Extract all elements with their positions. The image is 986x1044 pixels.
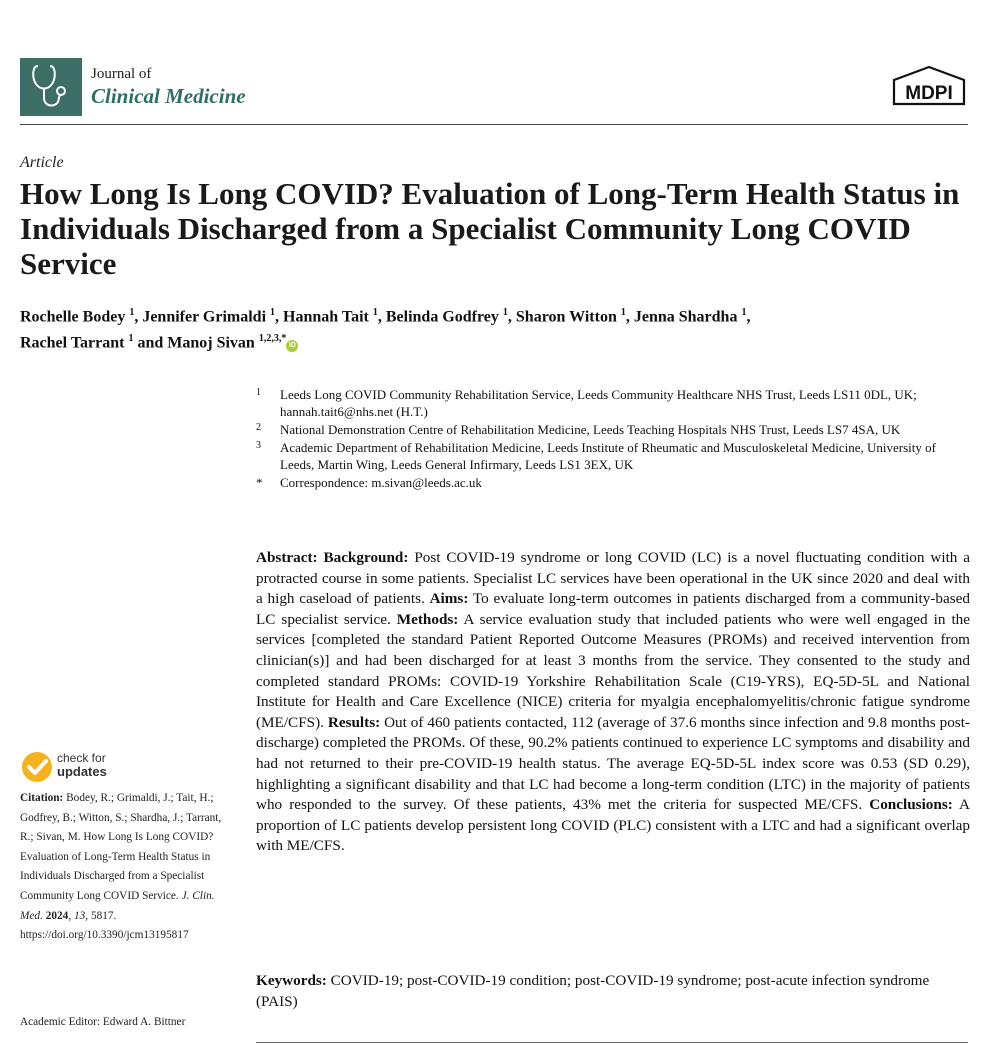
results-label: Results: xyxy=(327,713,381,731)
background-text: Post COVID-19 syndrome or long COVID (LC) is a novel fluctuating condition with a protracted course in some patients. Specialist LC services have been operational in the UK since 2020 and deal with a high caseload of patients. xyxy=(256,549,971,608)
keywords xyxy=(256,971,970,1012)
author-affil: 1 xyxy=(502,307,508,318)
header-divider xyxy=(20,124,968,125)
author-name: Hannah Tait xyxy=(283,308,369,326)
article-type: Article xyxy=(20,154,64,171)
methods-label: Methods: xyxy=(396,610,459,628)
author-affil: 1 xyxy=(128,333,134,345)
stethoscope-icon xyxy=(20,58,82,116)
correspondence: * Correspondence: m.sivan@leeds.ac.uk xyxy=(256,475,482,490)
affiliations xyxy=(256,386,956,492)
author-affil: 1 xyxy=(741,307,747,318)
author-name: Rochelle Bodey xyxy=(20,308,126,326)
citation-journal: J. Clin. Med. xyxy=(20,889,215,922)
updates-label[interactable]: updates xyxy=(57,764,107,779)
journal-logo xyxy=(20,58,82,116)
journal-name: Clinical Medicine xyxy=(91,84,246,108)
citation-year: 2024 xyxy=(45,909,69,922)
author-affil: 1,2,3,* xyxy=(258,333,287,345)
article-title: How Long Is Long COVID? Evaluation of Long-Term Health Status in Individuals Discharged from a Specialist Community Long COVID Service xyxy=(20,176,960,281)
background-label: Background: xyxy=(323,549,409,566)
author-name: Jenna Shardha xyxy=(633,308,738,326)
citation: Citation: Bodey, R.; Grimaldi, J.; Tait, H.; Godfrey, B.; Witton, S.; Shardha, J.; Tarrant, R.; Sivan, M. How Long Is Long COVID? Evaluation of Long-Term Health Status in Individuals Discharged from a Specialist Community Long COVID Service. J. Clin. Med. 2024, 13, 5817. https://doi.org/10.3390/jcm13195817 xyxy=(20,792,222,942)
citation-pages: 5817. xyxy=(90,909,117,922)
conclusions-text: A proportion of LC patients develop persistent long COVID (PLC) consistent with a LTC and had a significant overlap with ME/CFS. xyxy=(256,796,971,855)
author-name: Manoj Sivan xyxy=(167,334,255,352)
results-text: Out of 460 patients contacted, 112 (average of 37.6 months since infection and 9.8 months post-discharge) completed the PROMs. Of these, 90.2% patients continued to experience LC symptoms and disability and had not returned to their pre-COVID-19 health status. The average EQ-5D-5L index score was 0.53 (SD 0.29), highlighting a significant disability and that LC had become a long-term condition (LTC) in the majority of patients who responded to the survey. Of these patients, 43% met the criteria for suspected ME/CFS. xyxy=(256,713,970,814)
footer-divider xyxy=(256,1042,968,1043)
methods-text: A service evaluation study that included patients who were well engaged in the services [completed the standard Patient Reported Outcome Measures (PROMs) and received intervention from clinician(s)] and had been discharged for at least 3 months from the service. They consented to the study and completed standard PROMs: COVID-19 Yorkshire Rehabilitation Scale (C19-YRS), EQ-5D-5L and National Institute for Health and Care Excellence (NICE) criteria for myalgia encephalomyelitis/chronic fatigue syndrome (ME/CFS). xyxy=(256,610,970,731)
mdpi-logo[interactable] xyxy=(890,64,968,108)
citation-doi[interactable]: https://doi.org/10.3390/jcm13195817 xyxy=(20,929,189,942)
author-name: Belinda Godfrey xyxy=(385,308,499,326)
affiliation-item: 1 Leeds Long COVID Community Rehabilitation Service, Leeds Community Healthcare NHS Trust, Leeds LS11 0DL, UK; hannah.tait6@nhs.net (H.T.) xyxy=(256,387,917,419)
orcid-icon[interactable]: iD xyxy=(286,340,298,352)
abstract xyxy=(256,548,970,857)
author-name: Rachel Tarrant xyxy=(20,334,125,352)
affiliation-item: 3 Academic Department of Rehabilitation Medicine, Leeds Institute of Rheumatic and Musculoskeletal Medicine, University of Leeds, Martin Wing, Leeds General Infirmary, Leeds LS1 3EX, UK xyxy=(256,440,936,472)
conclusions-label: Conclusions: xyxy=(869,796,953,814)
author-affil: 1 xyxy=(129,307,135,318)
author-affil: 1 xyxy=(270,307,276,318)
citation-label: Citation: xyxy=(20,792,64,804)
academic-editor: Academic Editor: Edward A. Bittner xyxy=(20,1016,186,1028)
journal-of-label: Journal of xyxy=(91,66,152,82)
keywords-text: COVID-19; post-COVID-19 condition; post-COVID-19 syndrome; post-acute infection syndrome (PAIS) xyxy=(256,972,930,1010)
affiliation-item: 2 National Demonstration Centre of Rehabilitation Medicine, Leeds Teaching Hospitals NHS Trust, Leeds LS7 4SA, UK xyxy=(256,422,901,437)
author-name: Sharon Witton xyxy=(515,308,617,326)
check-for-updates-icon[interactable] xyxy=(20,750,54,784)
citation-volume: 13 xyxy=(73,909,86,922)
author-affil: 1 xyxy=(372,307,378,318)
keywords-label: Keywords: xyxy=(256,972,327,989)
author-list: Rochelle Bodey $^1$, Jennifer Grimaldi $^1$, Hannah Tait $^1$, Belinda Godfrey $^1$, Sharon Witton $^1$, Jenna Shardha $^1$, Rachel Tarrant $^1$ and Manoj Sivan $^{1,2,3,*}$iD xyxy=(20,307,751,352)
citation-text: Bodey, R.; Grimaldi, J.; Tait, H.; Godfrey, B.; Witton, S.; Shardha, J.; Tarrant, R.; Sivan, M. How Long Is Long COVID? Evaluation of Long-Term Health Status in Individuals Discharged from a Specialist Community Long COVID Service. xyxy=(20,792,222,902)
aims-label: Aims: xyxy=(429,590,469,608)
check-for-label[interactable]: check for xyxy=(57,751,106,765)
author-name: Jennifer Grimaldi xyxy=(142,308,267,326)
abstract-label: Abstract: xyxy=(256,549,318,566)
aims-text: To evaluate long-term outcomes in patients discharged from a community-based LC specialist service. xyxy=(256,590,970,628)
author-affil: 1 xyxy=(620,307,626,318)
publisher-name: MDPI xyxy=(905,83,953,104)
